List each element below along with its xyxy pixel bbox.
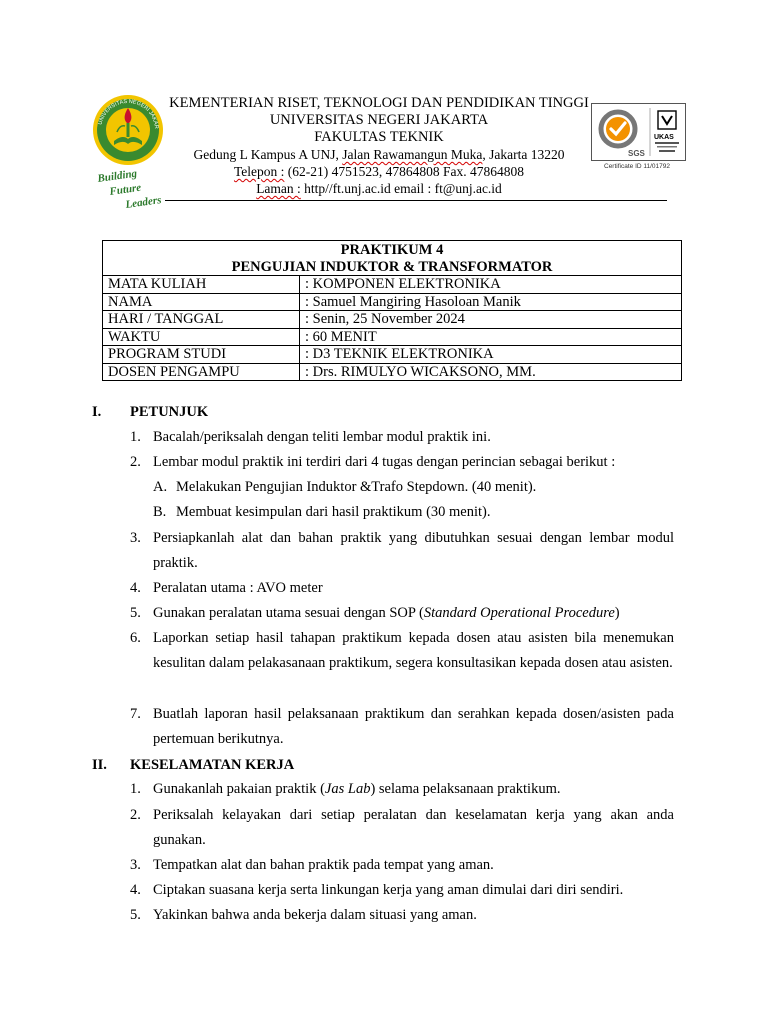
list-item: 1. Gunakanlah pakaian praktik (Jas Lab) selama pelaksanaan praktikum. [130, 781, 561, 797]
svg-text:SGS: SGS [628, 149, 645, 158]
list-item: 3. Tempatkan alat dan bahan praktik pada tempat yang aman. [130, 857, 494, 873]
table-title-row [103, 241, 682, 276]
table-row [103, 311, 682, 329]
certification-badge [591, 103, 686, 161]
list-item: 2. Periksalah kelayakan dari setiap peralatan dan keselamatan kerja yang akan anda gunakan. [130, 807, 674, 848]
letterhead-text [168, 95, 590, 197]
practicum-info-table [102, 240, 682, 381]
list-item: 6. Laporkan setiap hasil tahapan praktikum kepada dosen atau asisten bila menemukan kesulitan dalam pelakasanaan praktikum, segera konsultasikan kepada dosen atau asisten. [130, 630, 674, 671]
row-label: PROGRAM STUDI [103, 346, 300, 364]
row-value: : 60 MENIT [300, 328, 682, 346]
web-line: Laman : http//ft.unj.ac.id email : ft@unj.ac.id [256, 181, 502, 196]
address-line: Gedung L Kampus A UNJ, Jalan Rawamangun Muka, Jakarta 13220 [193, 147, 565, 162]
table-row [103, 293, 682, 311]
sgs-ukas-icon [592, 104, 685, 160]
svg-text:UKAS: UKAS [654, 134, 674, 141]
row-label: NAMA [103, 293, 300, 311]
list-item: 4. Peralatan utama : AVO meter [130, 580, 323, 596]
unj-logo-icon [92, 94, 164, 166]
row-label: MATA KULIAH [103, 276, 300, 294]
list-item: 7. Buatlah laporan hasil pelaksanaan praktikum dan serahkan kepada dosen/asisten pada pertemuan berikutnya. [130, 706, 674, 747]
table-row [103, 363, 682, 381]
svg-text:Building: Building [96, 168, 138, 185]
list-item: 4. Ciptakan suasana kerja serta linkungan kerja yang aman dimulai dari diri sendiri. [130, 882, 624, 898]
university-name: UNIVERSITAS NEGERI JAKARTA [269, 112, 489, 128]
table-row [103, 276, 682, 294]
certificate-id: Certificate ID 11/01792 [604, 163, 670, 170]
row-value: : KOMPONEN ELEKTRONIKA [300, 276, 682, 294]
tagline-building-future-leaders [96, 168, 176, 212]
section-heading-keselamatan-kerja: II. KESELAMATAN KERJA [92, 757, 295, 773]
list-item: 5. Gunakan peralatan utama sesuai dengan SOP (Standard Operational Procedure) [130, 605, 620, 621]
section-heading-petunjuk: I. PETUNJUK [92, 404, 209, 420]
row-label: DOSEN PENGAMPU [103, 363, 300, 381]
row-value: : Drs. RIMULYO WICAKSONO, MM. [300, 363, 682, 381]
row-value: : D3 TEKNIK ELEKTRONIKA [300, 346, 682, 364]
practicum-title: PRAKTIKUM 4 PENGUJIAN INDUKTOR & TRANSFORMATOR [103, 241, 682, 276]
svg-text:Future: Future [108, 181, 142, 198]
row-label: WAKTU [103, 328, 300, 346]
faculty-name: FAKULTAS TEKNIK [314, 129, 444, 145]
sub-list-item: B. Membuat kesimpulan dari hasil praktikum (30 menit). [153, 504, 491, 520]
list-item: 5. Yakinkan bahwa anda bekerja dalam situasi yang aman. [130, 907, 477, 923]
letterhead-divider [165, 200, 667, 201]
list-item: 3. Persiapkanlah alat dan bahan praktik yang dibutuhkan sesuai dengan lembar modul praktik. [130, 530, 674, 571]
list-item: 1. Bacalah/periksalah dengan teliti lembar modul praktik ini. [130, 429, 491, 445]
sub-list-item: A. Melakukan Pengujian Induktor &Trafo Stepdown. (40 menit). [153, 479, 537, 495]
list-item: 2. Lembar modul praktik ini terdiri dari 4 tugas dengan perincian sebagai berikut : [130, 454, 616, 470]
ministry-name: KEMENTERIAN RISET, TEKNOLOGI DAN PENDIDIKAN TINGGI [169, 95, 589, 111]
row-value: : Senin, 25 November 2024 [300, 311, 682, 329]
table-row [103, 346, 682, 364]
table-row [103, 328, 682, 346]
row-value: : Samuel Mangiring Hasoloan Manik [300, 293, 682, 311]
row-label: HARI / TANGGAL [103, 311, 300, 329]
svg-text:UNIVERSITAS NEGERI JAKARTA: UNIVERSITAS NEGERI JAKAR [97, 98, 160, 130]
svg-text:Leaders: Leaders [124, 194, 163, 211]
phone-line: Telepon : (62-21) 4751523, 47864808 Fax. 47864808 [233, 164, 525, 179]
